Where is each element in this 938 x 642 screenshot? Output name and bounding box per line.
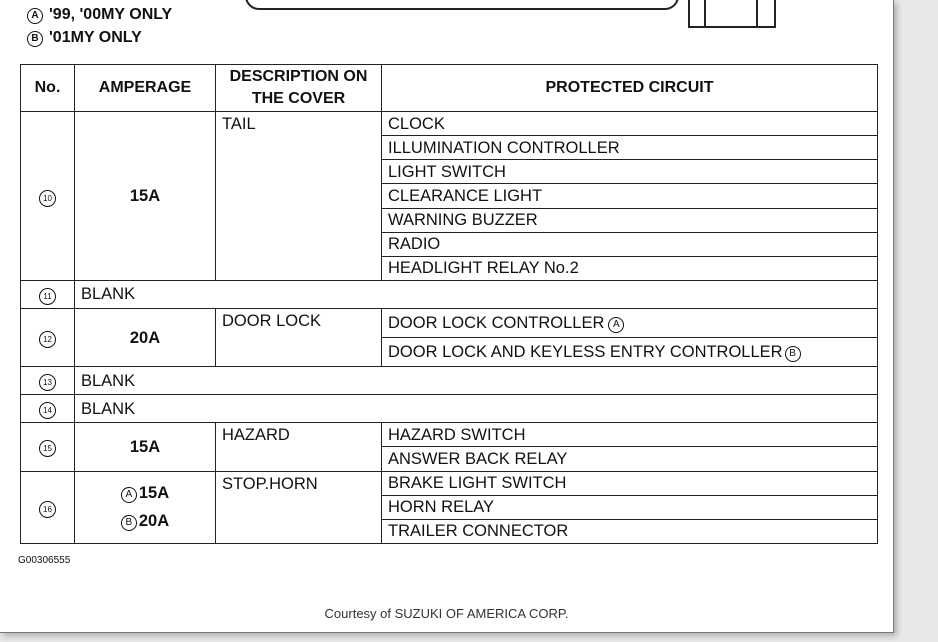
- table-row: [21, 308, 878, 337]
- amperage: 20A: [75, 308, 216, 366]
- figure-id: G00306555: [18, 555, 71, 566]
- legend-b: [27, 29, 142, 47]
- protected-circuit: WARNING BUZZER: [382, 208, 878, 232]
- legend-a-text: '99, '00MY ONLY: [49, 6, 173, 23]
- table-row: [21, 471, 878, 495]
- fuse-number: 12: [39, 331, 56, 348]
- fuse-number: 15: [39, 440, 56, 457]
- protected-circuit-text: DOOR LOCK AND KEYLESS ENTRY CONTROLLER: [388, 343, 783, 362]
- protected-circuit: HAZARD SWITCH: [382, 423, 878, 447]
- protected-circuit: ANSWER BACK RELAY: [382, 447, 878, 471]
- header-row: [21, 65, 878, 112]
- model-year-mark: B: [785, 346, 801, 362]
- header-description-line1: DESCRIPTION ON: [229, 68, 368, 86]
- fuse-number: 11: [39, 288, 56, 305]
- protected-circuit: HEADLIGHT RELAY No.2: [382, 256, 878, 280]
- protected-circuit: [382, 338, 878, 367]
- blank-label: BLANK: [75, 395, 878, 423]
- protected-circuit: RADIO: [382, 232, 878, 256]
- description: DOOR LOCK: [216, 308, 382, 366]
- blank-label: BLANK: [75, 367, 878, 395]
- protected-circuit: CLEARANCE LIGHT: [382, 184, 878, 208]
- credit-line: Courtesy of SUZUKI OF AMERICA CORP.: [324, 606, 569, 621]
- amperage-b: 20A: [138, 512, 170, 531]
- fuse-number: 13: [39, 374, 56, 391]
- fuse-number-cell: [21, 471, 75, 543]
- fuse-number-cell: [21, 280, 75, 308]
- legend-b-mark: B: [27, 31, 43, 47]
- table-row: [21, 112, 878, 136]
- fuse-number-cell: [21, 367, 75, 395]
- protected-circuit: TRAILER CONNECTOR: [382, 519, 878, 543]
- fuse-number-cell: [21, 395, 75, 423]
- table-row: [21, 423, 878, 447]
- description: TAIL: [216, 112, 382, 281]
- amperage-a: 15A: [138, 484, 170, 503]
- protected-circuit: [382, 308, 878, 337]
- fuse-number: 14: [39, 402, 56, 419]
- fuse-number-cell: [21, 423, 75, 471]
- model-year-mark: A: [608, 317, 624, 333]
- header-description-line2: THE COVER: [251, 90, 346, 108]
- protected-circuit: CLOCK: [382, 112, 878, 136]
- legend-b-text: '01MY ONLY: [49, 29, 142, 46]
- blank-label: BLANK: [75, 280, 878, 308]
- model-year-mark: B: [121, 515, 137, 531]
- description: HAZARD: [216, 423, 382, 471]
- protected-circuit-text: DOOR LOCK CONTROLLER: [388, 314, 605, 332]
- protected-circuit: HORN RELAY: [382, 495, 878, 519]
- header-description: [216, 65, 382, 112]
- amperage: [75, 471, 216, 543]
- model-year-mark: A: [121, 487, 137, 503]
- fuse-number: 10: [39, 190, 56, 207]
- fuse-number-cell: [21, 112, 75, 281]
- table-row: [21, 367, 878, 395]
- table-row: [21, 280, 878, 308]
- protected-circuit: ILLUMINATION CONTROLLER: [382, 136, 878, 160]
- protected-circuit: BRAKE LIGHT SWITCH: [382, 471, 878, 495]
- legend-a: [27, 6, 172, 24]
- table-row: [21, 395, 878, 423]
- fuse-number-cell: [21, 308, 75, 366]
- amperage: 15A: [75, 112, 216, 281]
- fuse-number: 16: [39, 501, 56, 518]
- amperage: 15A: [75, 423, 216, 471]
- description: STOP.HORN: [216, 471, 382, 543]
- protected-circuit: LIGHT SWITCH: [382, 160, 878, 184]
- header-amperage: AMPERAGE: [75, 65, 216, 112]
- legend-a-mark: A: [27, 8, 43, 24]
- header-no: No.: [21, 65, 75, 112]
- connector-diagram-fragment: [688, 0, 776, 30]
- diagram-callout-fragment: [245, 0, 679, 10]
- fuse-table: [20, 64, 878, 544]
- header-circuit: PROTECTED CIRCUIT: [382, 65, 878, 112]
